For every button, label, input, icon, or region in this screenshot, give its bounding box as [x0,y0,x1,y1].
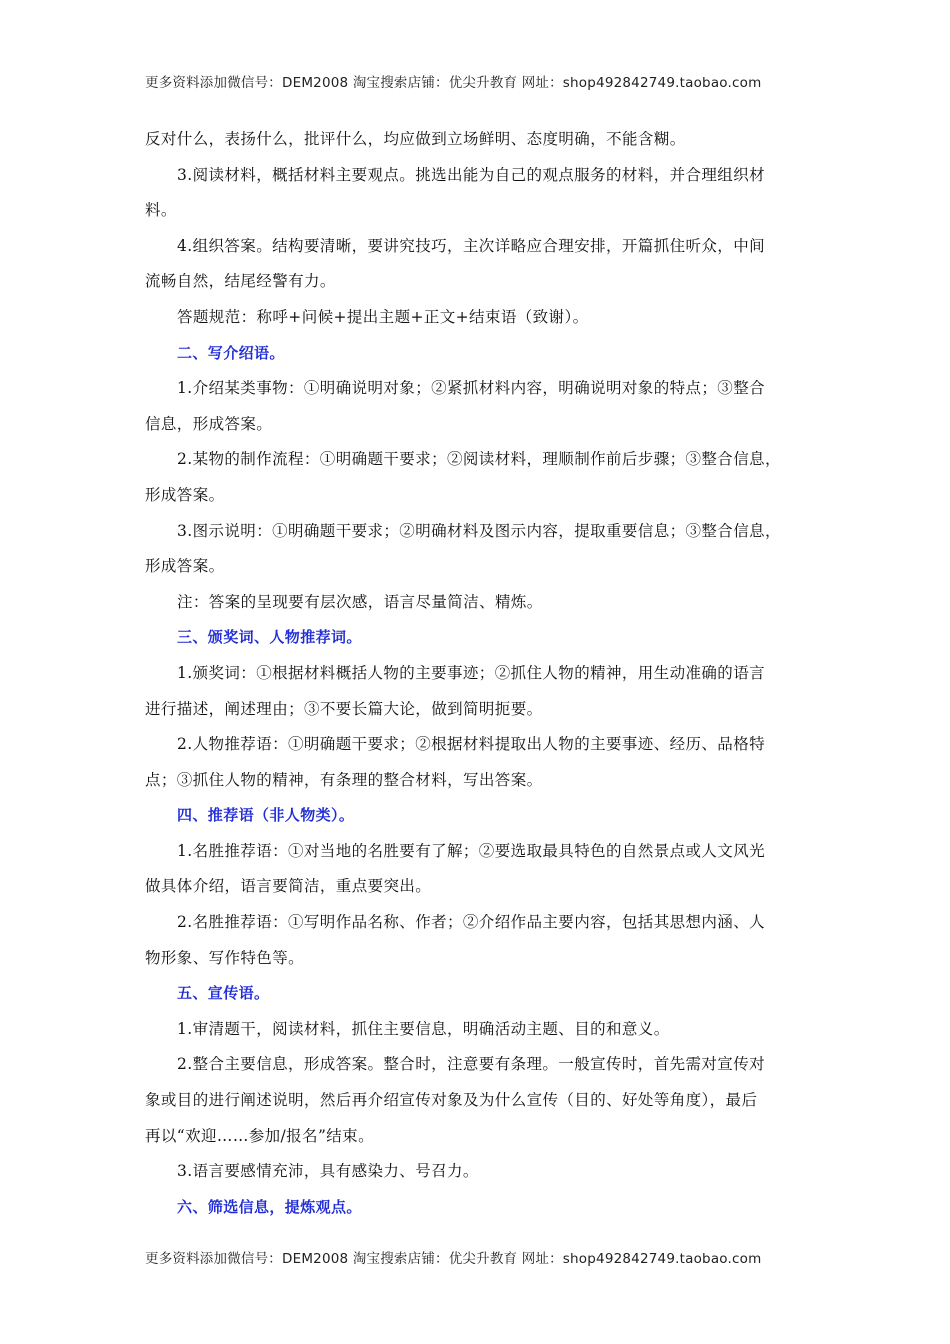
paragraph-line: 形成答案。 [145,485,225,504]
paragraph-line: 注：答案的呈现要有层次感，语言尽量简洁、精炼。 [177,592,543,611]
paragraph-line: 信息，形成答案。 [145,414,273,433]
paragraph-line: 3.图示说明：①明确题干要求；②明确材料及图示内容，提取重要信息；③整合信息， [177,521,781,540]
paragraph-line: 进行描述，阐述理由；③不要长篇大论，做到简明扼要。 [145,699,543,718]
paragraph-line: 3.阅读材料，概括材料主要观点。挑选出能为自己的观点服务的材料，并合理组织材 [177,165,765,184]
paragraph-line: 点；③抓住人物的精神，有条理的整合材料，写出答案。 [145,770,543,789]
paragraph-line: 3.语言要感情充沛，具有感染力、号召力。 [177,1162,479,1181]
paragraph-line: 流畅自然，结尾经警有力。 [145,272,336,291]
paragraph-line: 1.审清题干，阅读材料，抓住主要信息，明确活动主题、目的和意义。 [177,1019,670,1038]
paragraph-line: 2.名胜推荐语：①写明作品名称、作者；②介绍作品主要内容，包括其思想内涵、人 [177,913,765,932]
page-footer: 更多资料添加微信号：DEM2008 淘宝搜索店铺：优尖升教育 网址：shop492842749.taobao.com [145,1251,762,1267]
section-heading: 四、推荐语（非人物类）。 [177,806,355,825]
paragraph-line: 物形象、写作特色等。 [145,948,305,967]
paragraph-line: 象或目的进行阐述说明，然后再介绍宣传对象及为什么宣传（目的、好处等角度），最后 [145,1091,758,1110]
paragraph-line: 2.人物推荐语：①明确题干要求；②根据材料提取出人物的主要事迹、经历、品格特 [177,735,765,754]
paragraph-line: 反对什么，表扬什么，批评什么，均应做到立场鲜明、态度明确，不能含糊。 [145,130,686,148]
paragraph-line: 再以“欢迎……参加/报名”结束。 [145,1126,374,1145]
paragraph-line: 形成答案。 [145,557,225,576]
section-heading: 三、颁奖词、人物推荐词。 [177,628,362,647]
paragraph-line: 做具体介绍，语言要简洁，重点要突出。 [145,877,432,896]
section-heading: 五、宣传语。 [177,984,270,1003]
paragraph-line: 1.介绍某类事物：①明确说明对象；②紧抓材料内容，明确说明对象的特点；③整合 [177,379,765,398]
paragraph-line: 答题规范：称呼+问候+提出主题+正文+结束语（致谢）。 [177,307,589,326]
page-header: 更多资料添加微信号：DEM2008 淘宝搜索店铺：优尖升教育 网址：shop492842749.taobao.com [145,75,762,91]
document-body [145,122,805,1225]
paragraph-line: 1.颁奖词：①根据材料概括人物的主要事迹；②抓住人物的精神，用生动准确的语言 [177,663,765,682]
paragraph-line: 1.名胜推荐语：①对当地的名胜要有了解；②要选取最具特色的自然景点或人文风光 [177,841,765,860]
section-heading: 六、筛选信息，提炼观点。 [177,1197,362,1216]
section-heading: 二、写介绍语。 [177,343,285,362]
paragraph-line: 料。 [145,201,177,220]
paragraph-line: 4.组织答案。结构要清晰，要讲究技巧，主次详略应合理安排，开篇抓住听众，中间 [177,236,765,255]
paragraph-line: 2.整合主要信息，形成答案。整合时，注意要有条理。一般宣传时，首先需对宣传对 [177,1055,765,1074]
paragraph-line: 2.某物的制作流程：①明确题干要求；②阅读材料，理顺制作前后步骤；③整合信息， [177,450,781,469]
